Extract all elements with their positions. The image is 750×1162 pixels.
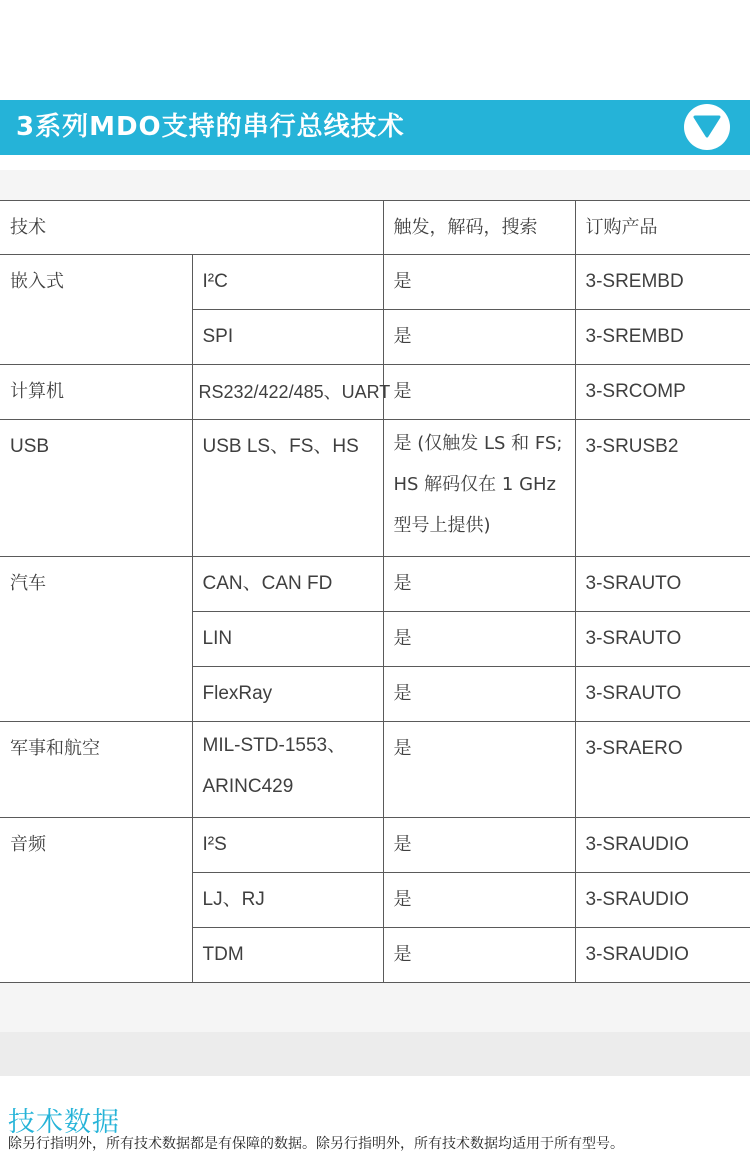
tech-cell: CAN、CAN FD <box>192 557 383 612</box>
tech-data-note: 除另行指明外，所有技术数据都是有保障的数据。除另行指明外，所有技术数据均适用于所有型号。 <box>8 1136 624 1152</box>
support-cell: 是 <box>383 557 575 612</box>
support-cell: 是 (仅触发 LS 和 FS; HS 解码仅在 1 GHz 型号上提供) <box>383 420 575 557</box>
support-cell: 是 <box>383 310 575 365</box>
support-cell: 是 <box>383 255 575 310</box>
tech-cell: LIN <box>192 612 383 667</box>
header-technology: 技术 <box>0 201 383 255</box>
support-cell: 是 <box>383 365 575 420</box>
table-row <box>0 722 750 818</box>
product-cell: 3-SRAUTO <box>575 667 750 722</box>
product-cell: 3-SRAUDIO <box>575 928 750 983</box>
header-order-product: 订购产品 <box>575 201 750 255</box>
category-cell: 嵌入式 <box>0 255 192 365</box>
support-cell: 是 <box>383 722 575 818</box>
tech-data-heading: 技术数据 <box>8 1107 120 1138</box>
tech-cell: TDM <box>192 928 383 983</box>
table-header-row <box>0 201 750 255</box>
category-cell: 音频 <box>0 818 192 983</box>
section-title: 3系列MDO支持的串行总线技术 <box>16 112 405 142</box>
product-cell: 3-SRCOMP <box>575 365 750 420</box>
tech-cell: FlexRay <box>192 667 383 722</box>
support-cell: 是 <box>383 612 575 667</box>
tech-cell: I²C <box>192 255 383 310</box>
product-cell: 3-SRAUTO <box>575 612 750 667</box>
tech-cell: RS232/422/485、UART <box>192 365 383 420</box>
tech-cell: MIL-STD-1553、ARINC429 <box>192 722 383 818</box>
serial-bus-table <box>0 200 750 983</box>
tech-cell: SPI <box>192 310 383 365</box>
product-cell: 3-SRAUDIO <box>575 818 750 873</box>
section-banner <box>0 100 750 155</box>
table-row <box>0 255 750 310</box>
product-cell: 3-SRAUTO <box>575 557 750 612</box>
header-trigger-decode-search: 触发，解码，搜索 <box>383 201 575 255</box>
category-cell: 计算机 <box>0 365 192 420</box>
table-row <box>0 420 750 557</box>
product-cell: 3-SRAERO <box>575 722 750 818</box>
product-cell: 3-SREMBD <box>575 310 750 365</box>
support-cell: 是 <box>383 667 575 722</box>
tech-cell: USB LS、FS、HS <box>192 420 383 557</box>
support-cell: 是 <box>383 873 575 928</box>
category-cell: USB <box>0 420 192 557</box>
support-cell: 是 <box>383 818 575 873</box>
table-area <box>0 170 750 1032</box>
divider-band <box>0 1032 750 1076</box>
product-cell: 3-SRAUDIO <box>575 873 750 928</box>
tech-cell: LJ、RJ <box>192 873 383 928</box>
table-row <box>0 818 750 873</box>
tech-cell: I²S <box>192 818 383 873</box>
product-cell: 3-SRUSB2 <box>575 420 750 557</box>
product-cell: 3-SREMBD <box>575 255 750 310</box>
table-row <box>0 365 750 420</box>
category-cell: 军事和航空 <box>0 722 192 818</box>
support-cell: 是 <box>383 928 575 983</box>
chevron-down-icon[interactable] <box>684 104 730 150</box>
category-cell: 汽车 <box>0 557 192 722</box>
table-row <box>0 557 750 612</box>
